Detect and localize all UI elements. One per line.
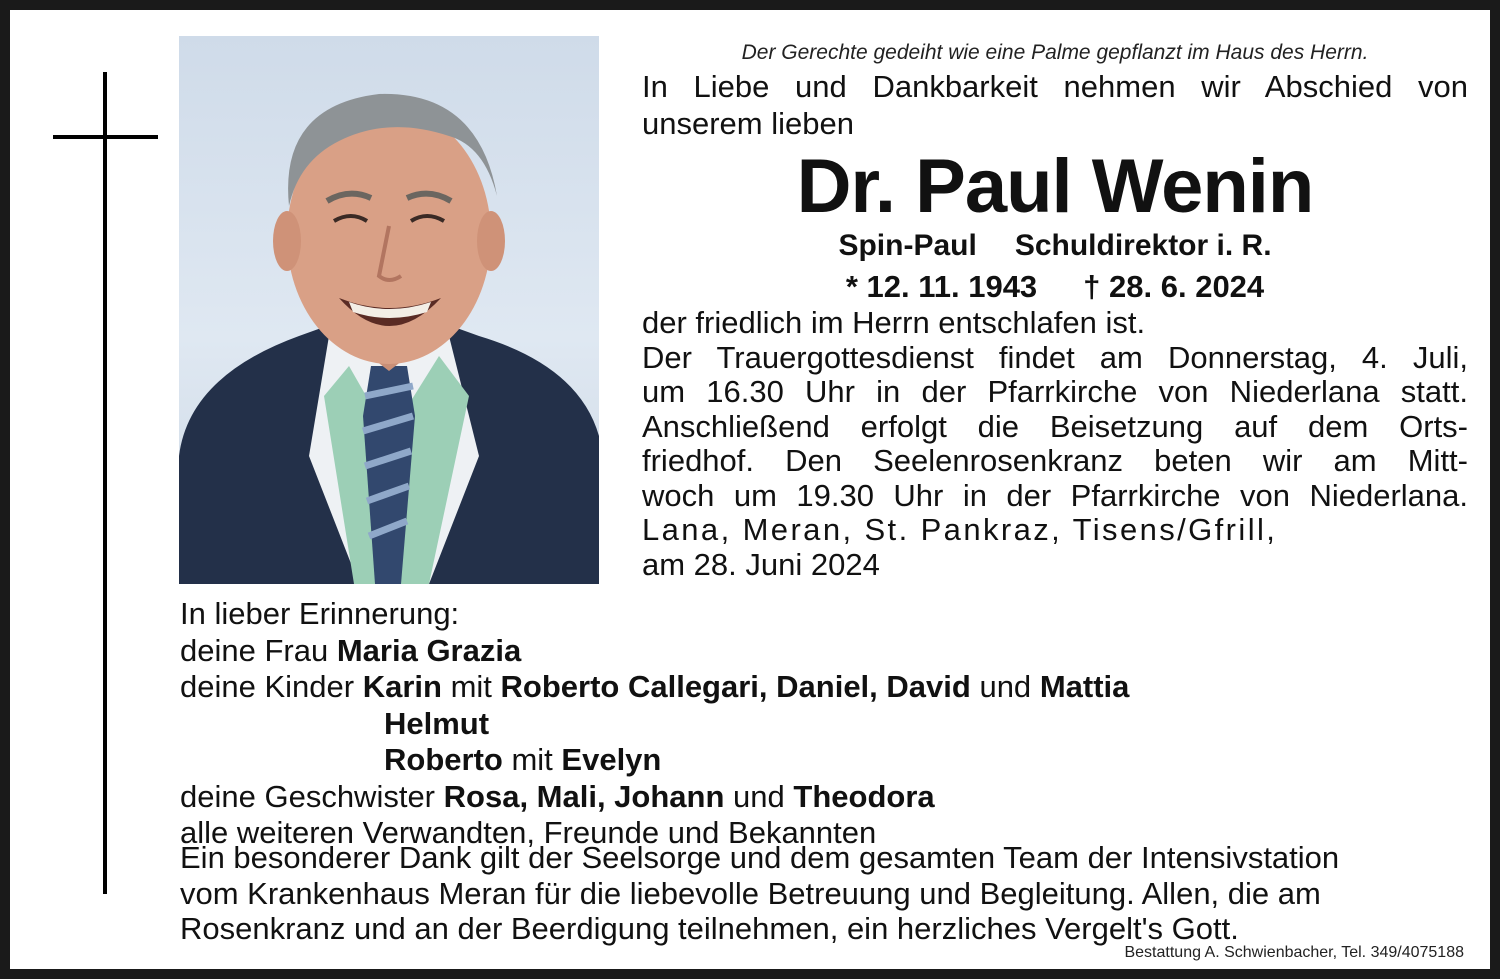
wife-name: Maria Grazia [336,632,522,668]
child-partners: Roberto Callegari, Daniel, David [500,669,971,704]
funeral-home-footer: Bestattung A. Schwienbacher, Tel. 349/4075188 [1124,944,1464,961]
child-partner-last: Mattia [1039,669,1130,704]
family-row-child [180,706,1470,743]
child-name: Karin [362,669,442,704]
thanks-line: Rosenkranz und an der Beerdigung teilnehmen, ein herzliches Vergelt's Gott. [180,911,1239,946]
obituary-card [10,10,1490,969]
subtitle [642,228,1468,264]
life-dates [642,268,1468,306]
body-line: der friedlich im Herrn entschlafen ist. [642,305,1146,340]
birth-date: * 12. 11. 1943 [845,269,1038,304]
cross-horizontal-bar [53,135,158,139]
body-line: Der Trauergottesdienst findet am Donnerstag, 4. Juli, [642,339,1468,375]
thanks-line: Ein besonderer Dank gilt der Seelsorge und dem gesamten Team der Intensivstation [180,840,1340,875]
family-row-others: alle weiteren Verwandten, Freunde und Bekannten [180,815,877,850]
family-row-children: deine Kinder Karin mit Roberto Callegari, Daniel, David und Mattia [180,669,1130,704]
professional-title: Schuldirektor i. R. [1014,229,1272,262]
sibling-names: Rosa, Mali, Johann [443,778,725,814]
body-line: friedhof. Den Seelenrosenkranz beten wir am Mitt- [642,443,1468,478]
portrait-photo [179,36,599,584]
motto-verse: Der Gerechte gedeiht wie eine Palme gepflanzt im Haus des Herrn. [741,41,1369,64]
body-line: Anschließend erfolgt die Beisetzung auf dem Orts- [642,408,1468,444]
nickname: Spin-Paul [838,229,977,262]
intro-text [642,68,1468,142]
intro-line-2: unserem lieben [642,106,854,141]
thanks-line: vom Krankenhaus Meran für die liebevolle Betreuung und Begleitung. Allen, die am [180,875,1321,911]
body-line: um 16.30 Uhr in der Pfarrkirche von Niederlana statt. [642,374,1468,409]
family-row-siblings: deine Geschwister Rosa, Mali, Johann und Theodora [180,778,935,814]
deceased-name: Dr. Paul Wenin [796,144,1314,229]
family-heading: In lieber Erinnerung: [180,596,460,631]
child-name: Roberto [384,742,503,777]
child-name: Helmut [384,705,490,741]
sibling-last: Theodora [793,778,935,814]
child-partner: Evelyn [561,742,662,777]
date-line: am 28. Juni 2024 [642,546,880,582]
places-line: Lana, Meran, St. Pankraz, Tisens/Gfrill, [642,512,1278,547]
family-row-child: Roberto mit Evelyn [384,742,662,777]
family-list [180,596,1470,852]
family-row-wife: deine Frau Maria Grazia [180,632,522,668]
intro-line-1: In Liebe und Dankbarkeit nehmen wir Abschied von [642,69,1468,104]
thanks-paragraph [180,840,1470,947]
body-line: woch um 19.30 Uhr in der Pfarrkirche von Niederlana. [642,477,1468,513]
death-date: † 28. 6. 2024 [1083,269,1265,304]
portrait-illustration [179,36,599,584]
cross-vertical-bar [103,72,107,894]
service-details [642,306,1468,582]
